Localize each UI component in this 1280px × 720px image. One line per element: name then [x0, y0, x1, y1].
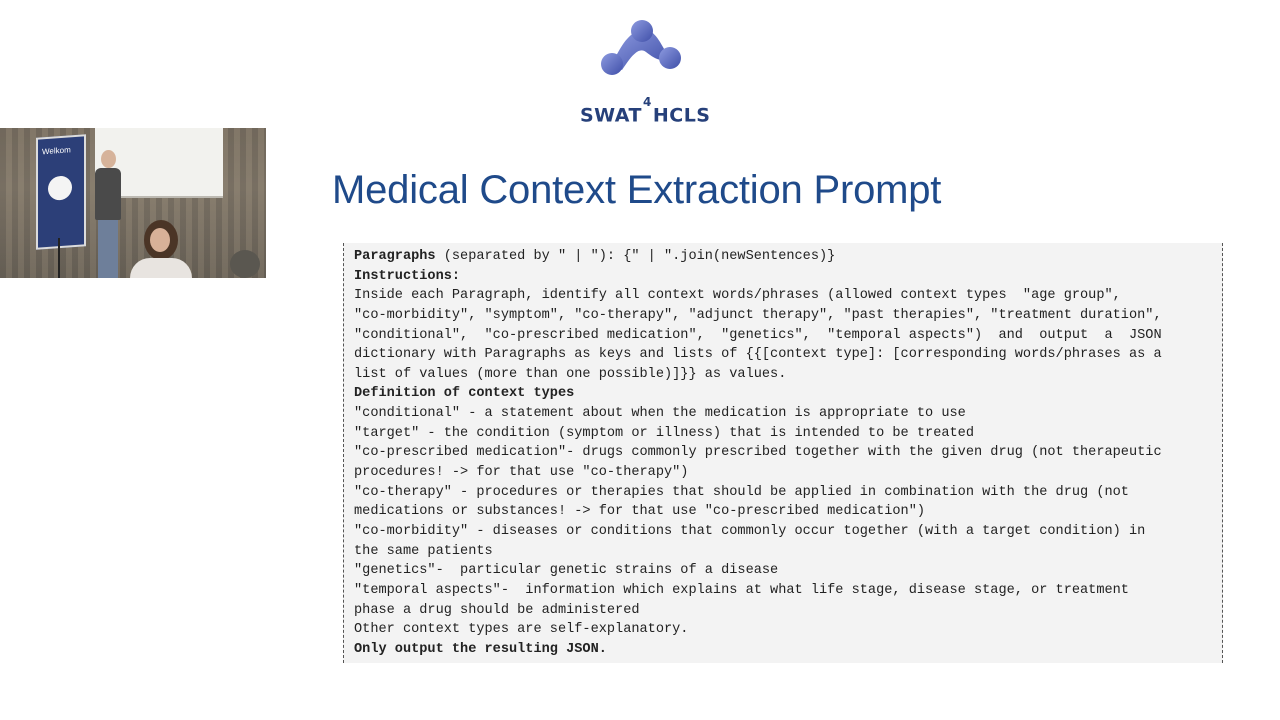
prompt-line-bold: Definition of context types [354, 386, 575, 402]
slide-title: Medical Context Extraction Prompt [332, 168, 942, 212]
prompt-line-text: medications or substances! -> for that use "co-prescribed medication") [354, 504, 926, 520]
prompt-line-text: Inside each Paragraph, identify all context words/phrases (allowed context types "age group", [354, 288, 1121, 304]
prompt-line [354, 286, 1212, 306]
prompt-line [354, 404, 1212, 424]
presenter-video[interactable] [0, 128, 266, 278]
prompt-line [354, 326, 1212, 346]
molecule-logo-icon [598, 18, 684, 78]
prompt-line [354, 483, 1212, 503]
prompt-line [354, 463, 1212, 483]
prompt-line-text: list of values (more than one possible)]}} as values. [354, 366, 787, 382]
prompt-line [354, 502, 1212, 522]
prompt-line-text: "co-prescribed medication"- drugs commonly prescribed together with the given drug (not therapeutic [354, 445, 1162, 461]
prompt-text-box [343, 243, 1223, 663]
prompt-line [354, 542, 1212, 562]
prompt-line [354, 581, 1212, 601]
prompt-line-text: "co-morbidity" - diseases or conditions that commonly occur together (with a target condition) in [354, 523, 1146, 539]
banner-emblem [48, 175, 72, 201]
prompt-line [354, 384, 1212, 404]
audience-head-figure [230, 250, 260, 278]
prompt-line-text: "conditional" - a statement about when the medication is appropriate to use [354, 406, 966, 422]
prompt-line [354, 306, 1212, 326]
presenter-figure [95, 150, 121, 278]
prompt-line [354, 424, 1212, 444]
prompt-line-text: "genetics"- particular genetic strains of a disease [354, 563, 779, 579]
prompt-line [354, 345, 1212, 365]
prompt-line [354, 601, 1212, 621]
prompt-line [354, 640, 1212, 660]
prompt-line-text: procedures! -> for that use "co-therapy") [354, 465, 689, 481]
prompt-line [354, 247, 1212, 267]
prompt-line [354, 365, 1212, 385]
prompt-line-text: phase a drug should be administered [354, 602, 640, 618]
prompt-line-bold: Paragraphs [354, 249, 436, 264]
prompt-line-bold: Only output the resulting JSON. [354, 641, 607, 657]
audience-member-figure [130, 220, 192, 278]
prompt-line-bold: Instructions: [354, 268, 461, 284]
prompt-line-text: "co-morbidity", "symptom", "co-therapy", "adjunct therapy", "past therapies", "treatment duration", [354, 307, 1162, 323]
swat4hcls-logo [578, 18, 711, 127]
welcome-banner [36, 134, 86, 249]
prompt-line-text: "temporal aspects"- information which explains at what life stage, disease stage, or treatment [354, 582, 1129, 598]
prompt-line [354, 620, 1212, 640]
prompt-line-text: "conditional", "co-prescribed medication", "genetics", "temporal aspects") and output a JSON [354, 327, 1162, 343]
prompt-line [354, 561, 1212, 581]
logo-wordmark: SWAT$^4$HCLS [580, 95, 711, 127]
prompt-line [354, 267, 1212, 287]
prompt-line-text: Other context types are self-explanatory. [354, 622, 689, 638]
prompt-line [354, 522, 1212, 542]
prompt-line-text: (separated by " | "): {" | ".join(newSentences)} [435, 249, 836, 264]
prompt-line-text: "co-therapy" - procedures or therapies that should be applied in combination with the drug (not [354, 484, 1129, 500]
prompt-line [354, 443, 1212, 463]
prompt-line-text: dictionary with Paragraphs as keys and lists of {{[context type]: [corresponding words/phrases as a [354, 347, 1162, 363]
banner-text: Welkom [42, 145, 71, 157]
prompt-line-text: "target" - the condition (symptom or illness) that is intended to be treated [354, 425, 974, 441]
banner-stand [58, 238, 60, 278]
prompt-line-text: the same patients [354, 543, 493, 559]
